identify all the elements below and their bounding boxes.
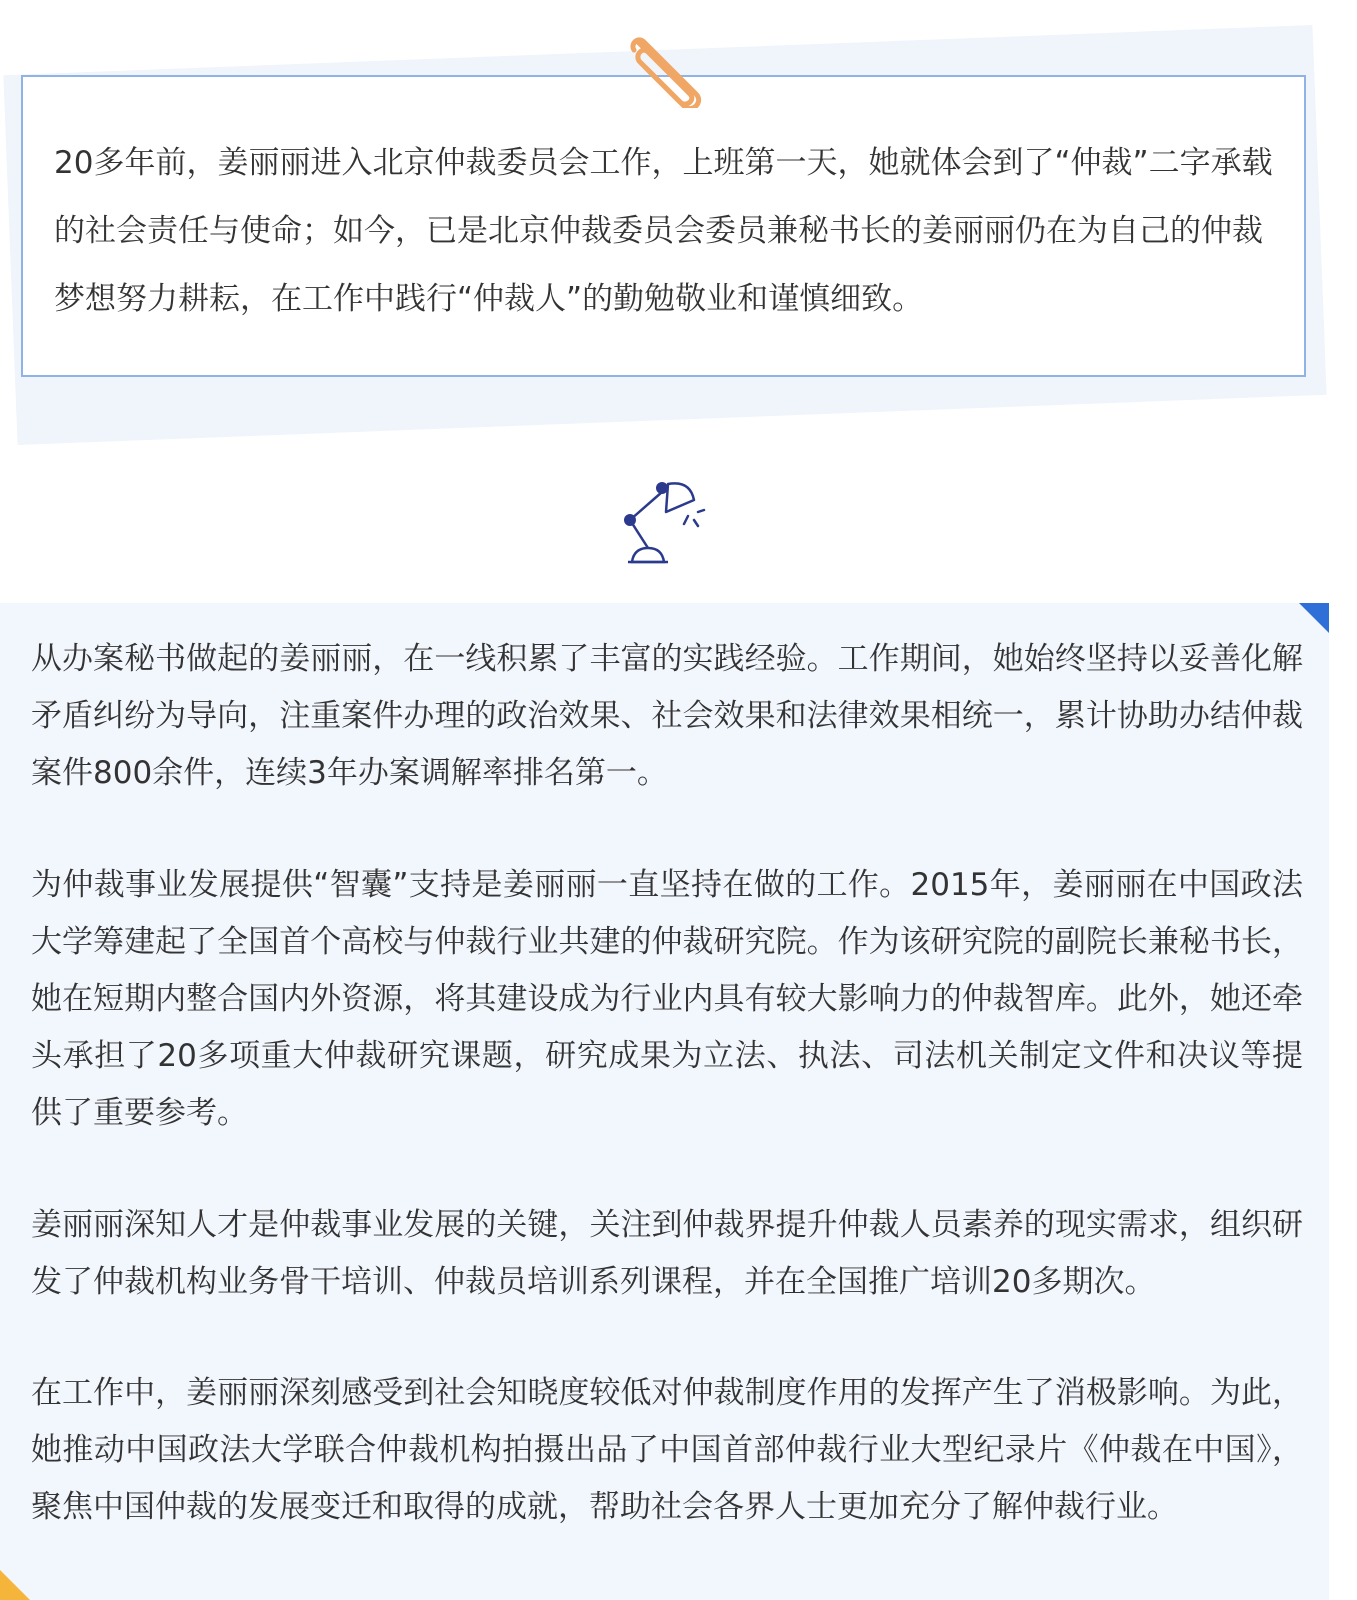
desk-lamp-icon [618,476,708,568]
article-body-panel [0,603,1329,1600]
body-paragraph-2: 为仲裁事业发展提供“智囊”支持是姜丽丽一直坚持在做的工作。2015年，姜丽丽在中国政法大学筹建起了全国首个高校与仲裁行业共建的仲裁研究院。作为该研究院的副院长兼秘书长，她在短期内整合国内外资源，将其建设成为行业内具有较大影响力的仲裁智库。此外，她还牵头承担了20多项重大仲裁研究课题，研究成果为立法、执法、司法机关制定文件和决议等提供了重要参考。 [31,867,1303,1131]
body-paragraph-1: 从办案秘书做起的姜丽丽，在一线积累了丰富的实践经验。工作期间，她始终坚持以妥善化解矛盾纠纷为导向，注重案件办理的政治效果、社会效果和法律效果相统一，累计协助办结仲裁案件800余件，连续3年办案调解率排名第一。 [31,641,1303,791]
body-paragraph-3: 姜丽丽深知人才是仲裁事业发展的关键，关注到仲裁界提升仲裁人员素养的现实需求，组织研发了仲裁机构业务骨干培训、仲裁员培训系列课程，并在全国推广培训20多期次。 [31,1207,1303,1300]
corner-accent-top-right [1299,603,1329,633]
intro-card [21,75,1306,377]
corner-accent-bottom-left [0,1570,30,1600]
body-paragraph-4: 在工作中，姜丽丽深刻感受到社会知晓度较低对仲裁制度作用的发挥产生了消极影响。为此，她推动中国政法大学联合仲裁机构拍摄出品了中国首部仲裁行业大型纪录片《仲裁在中国》，聚焦中国仲裁的发展变迁和取得的成就，帮助社会各界人士更加充分了解仲裁行业。 [31,1375,1303,1525]
paperclip-icon [626,34,708,108]
intro-text: 20多年前，姜丽丽进入北京仲裁委员会工作，上班第一天，她就体会到了“仲裁”二字承载的社会责任与使命；如今，已是北京仲裁委员会委员兼秘书长的姜丽丽仍在为自己的仲裁梦想努力耕耘，在工作中践行“仲裁人”的勤勉敬业和谨慎细致。 [54,145,1273,317]
